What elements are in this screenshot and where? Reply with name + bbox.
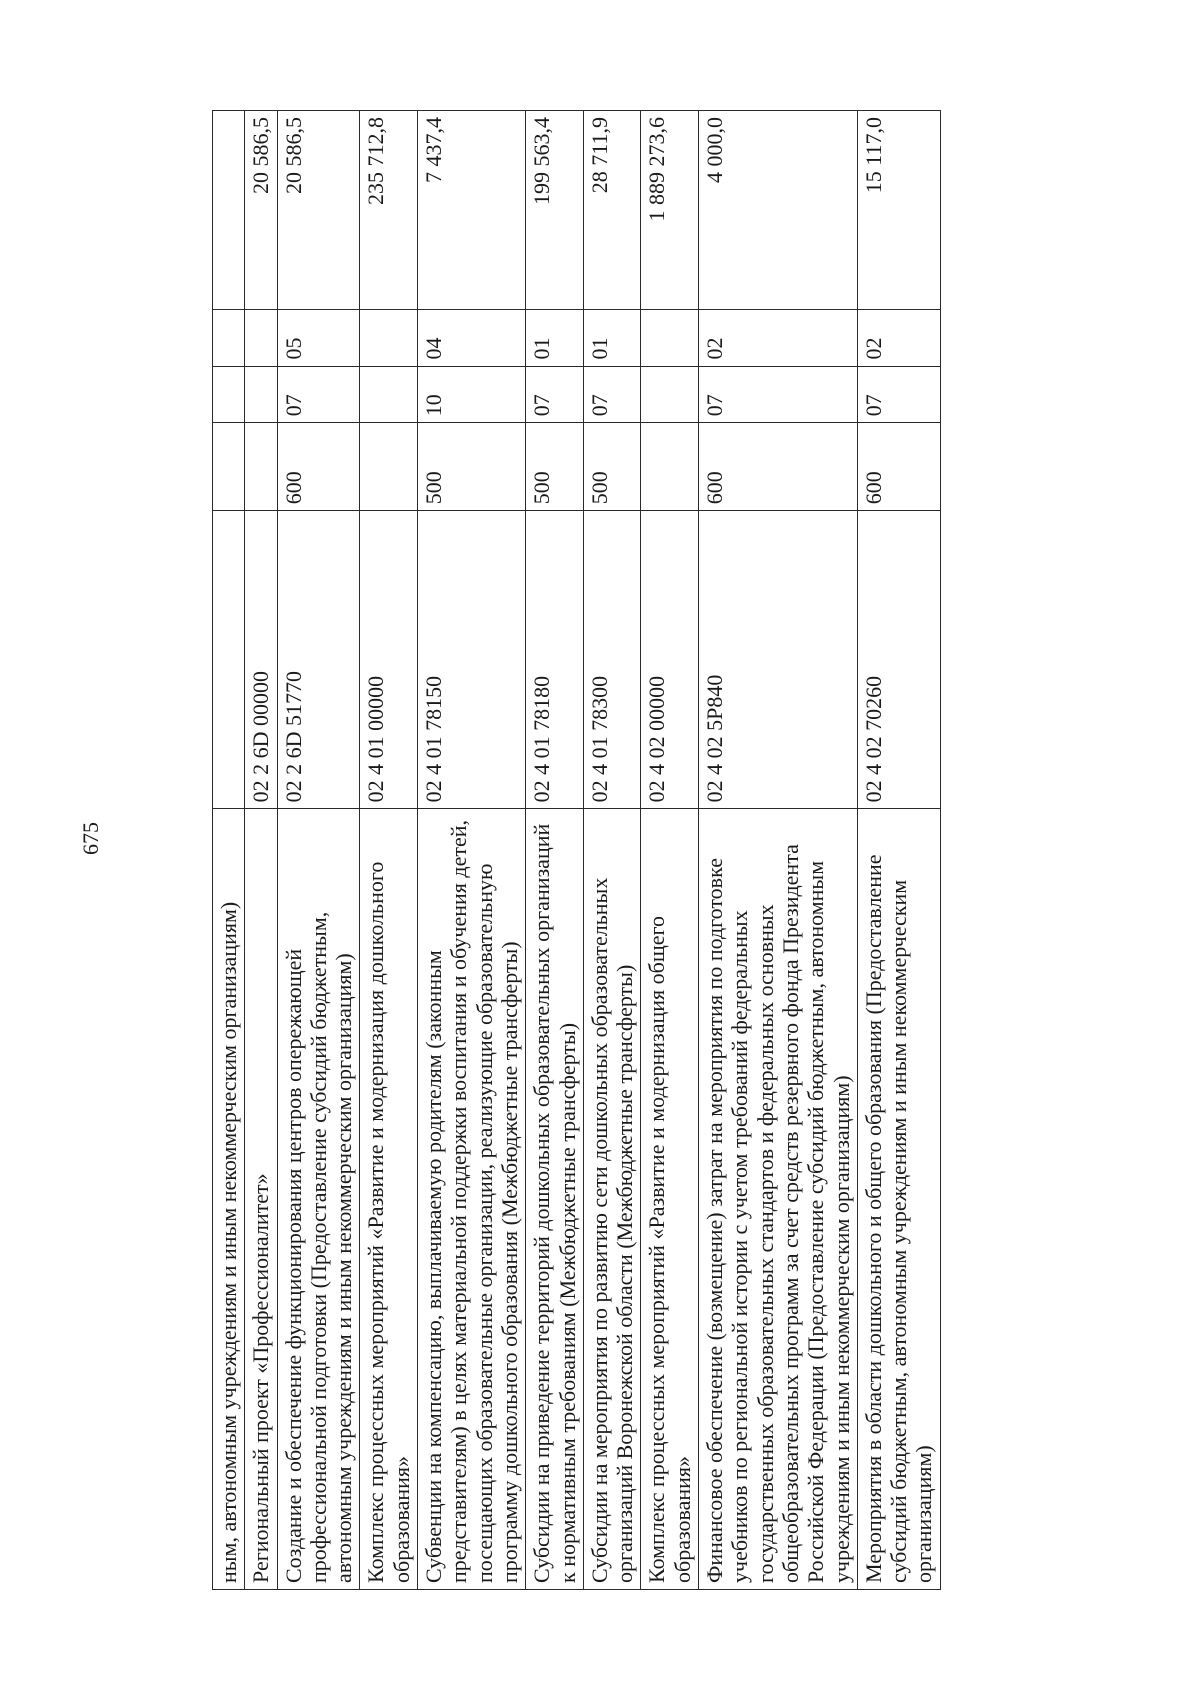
table-row [245,111,277,1590]
row-code-cell: 02 2 6D 51770 [277,511,360,809]
row-vr-cell [360,423,418,511]
row-vr-cell [245,423,277,511]
row-name-cell: Комплекс процессных мероприятий «Развитие и модернизация дошкольного образования» [360,809,418,1590]
row-rz-cell [360,366,418,423]
row-pr-cell: 01 [583,309,641,366]
row-name-cell: Региональный проект «Профессионалитет» [245,809,277,1590]
table-row [526,111,584,1590]
row-pr-cell [213,309,245,366]
row-rz-cell: 07 [583,366,641,423]
row-vr-cell: 500 [418,423,526,511]
row-sum-cell: 199 563,4 [526,111,584,310]
row-pr-cell: 02 [857,309,940,366]
row-rz-cell: 07 [699,366,858,423]
row-vr-cell [641,423,699,511]
row-sum-cell: 4 000,0 [699,111,858,310]
row-rz-cell: 10 [418,366,526,423]
row-vr-cell: 500 [583,423,641,511]
row-name-cell: Субвенции на компенсацию, выплачиваемую родителям (законным представителям) в целях материальной поддержки воспитания и обучения детей, посещающих образовательные организации, реализующие образовательную программу дошкольного образования (Межбюджетные трансферты) [418,809,526,1590]
row-pr-cell: 04 [418,309,526,366]
row-name-cell: Субсидии на мероприятия по развитию сети дошкольных образовательных организаций Воронежской области (Межбюджетные трансферты) [583,809,641,1590]
row-name-cell: ным, автономным учреждениям и иным некоммерческим организациям) [213,809,245,1590]
row-vr-cell: 500 [526,423,584,511]
row-code-cell: 02 4 02 5Р840 [699,511,858,809]
row-rz-cell: 07 [526,366,584,423]
page-number: 675 [78,822,103,855]
budget-table [212,110,941,1590]
row-code-cell: 02 2 6D 00000 [245,511,277,809]
row-code-cell: 02 4 01 78300 [583,511,641,809]
row-pr-cell [245,309,277,366]
table-body [213,111,941,1590]
rotated-table-wrapper [212,110,941,1590]
row-code-cell: 02 4 01 78150 [418,511,526,809]
row-code-cell: 02 4 01 00000 [360,511,418,809]
row-sum-cell: 20 586,5 [277,111,360,310]
row-rz-cell [245,366,277,423]
row-name-cell: Финансовое обеспечение (возмещение) затрат на мероприятия по подготовке учебников по региональной истории с учетом требований федеральных государственных образовательных стандартов и федеральных основных общеобразовательных программ за счет средств резервного фонда Президента Российской Федерации (Предоставление субсидий бюджетным, автономным учреждениям и иным некоммерческим организациям) [699,809,858,1590]
row-code-cell: 02 4 02 70260 [857,511,940,809]
row-pr-cell [641,309,699,366]
row-rz-cell: 07 [277,366,360,423]
row-sum-cell: 235 712,8 [360,111,418,310]
row-code-cell: 02 4 01 78180 [526,511,584,809]
row-rz-cell [641,366,699,423]
row-vr-cell: 600 [699,423,858,511]
row-name-cell: Комплекс процессных мероприятий «Развитие и модернизация общего образования» [641,809,699,1590]
table-row [699,111,858,1590]
row-pr-cell [360,309,418,366]
row-name-cell: Создание и обеспечение функционирования центров опережающей профессиональной подготовки (Предоставление субсидий бюджетным, автономным учреждениям и иным некоммерческим организациям) [277,809,360,1590]
row-name-cell: Субсидии на приведение территорий дошкольных образовательных организаций к нормативным требованиям (Межбюджетные трансферты) [526,809,584,1590]
table-row [277,111,360,1590]
table-row [360,111,418,1590]
row-vr-cell [213,423,245,511]
table-row [213,111,245,1590]
table-row [583,111,641,1590]
row-sum-cell: 7 437,4 [418,111,526,310]
row-code-cell: 02 4 02 00000 [641,511,699,809]
row-vr-cell: 600 [857,423,940,511]
table-row [418,111,526,1590]
row-sum-cell: 1 889 273,6 [641,111,699,310]
row-sum-cell: 20 586,5 [245,111,277,310]
row-sum-cell [213,111,245,310]
row-pr-cell: 01 [526,309,584,366]
row-name-cell: Мероприятия в области дошкольного и общего образования (Предоставление субсидий бюджетным, автономным учреждениям и иным некоммерческим организациям) [857,809,940,1590]
row-rz-cell [213,366,245,423]
row-sum-cell: 15 117,0 [857,111,940,310]
row-pr-cell: 02 [699,309,858,366]
table-row [641,111,699,1590]
row-vr-cell: 600 [277,423,360,511]
table-row [857,111,940,1590]
row-pr-cell: 05 [277,309,360,366]
row-code-cell [213,511,245,809]
row-rz-cell: 07 [857,366,940,423]
row-sum-cell: 28 711,9 [583,111,641,310]
